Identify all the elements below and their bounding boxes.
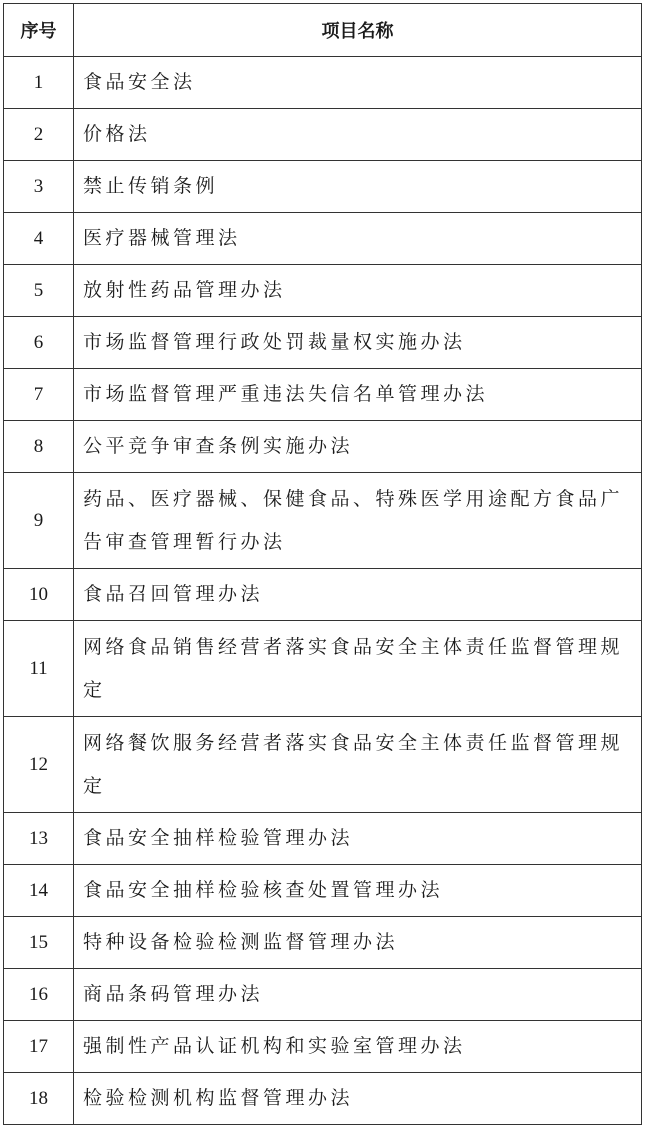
row-project-name: 禁止传销条例 bbox=[74, 161, 642, 213]
table-row bbox=[4, 1073, 642, 1125]
table-row bbox=[4, 917, 642, 969]
header-row bbox=[4, 4, 642, 57]
row-project-name: 食品召回管理办法 bbox=[74, 569, 642, 621]
table-row bbox=[4, 969, 642, 1021]
row-project-name: 食品安全抽样检验核查处置管理办法 bbox=[74, 865, 642, 917]
row-project-name: 网络食品销售经营者落实食品安全主体责任监督管理规定 bbox=[74, 621, 642, 717]
row-number: 1 bbox=[4, 57, 74, 109]
table-row bbox=[4, 473, 642, 569]
row-project-name: 价格法 bbox=[74, 109, 642, 161]
row-number: 16 bbox=[4, 969, 74, 1021]
row-project-name: 市场监督管理严重违法失信名单管理办法 bbox=[74, 369, 642, 421]
row-project-name: 医疗器械管理法 bbox=[74, 213, 642, 265]
row-project-name: 放射性药品管理办法 bbox=[74, 265, 642, 317]
row-project-name: 公平竞争审查条例实施办法 bbox=[74, 421, 642, 473]
table-row bbox=[4, 161, 642, 213]
table-row bbox=[4, 813, 642, 865]
row-project-name: 药品、医疗器械、保健食品、特殊医学用途配方食品广告审查管理暂行办法 bbox=[74, 473, 642, 569]
row-number: 6 bbox=[4, 317, 74, 369]
row-project-name: 商品条码管理办法 bbox=[74, 969, 642, 1021]
table-row bbox=[4, 57, 642, 109]
row-number: 9 bbox=[4, 473, 74, 569]
row-project-name: 检验检测机构监督管理办法 bbox=[74, 1073, 642, 1125]
table-row bbox=[4, 317, 642, 369]
table-row bbox=[4, 369, 642, 421]
table-row bbox=[4, 569, 642, 621]
table-row bbox=[4, 109, 642, 161]
row-project-name: 网络餐饮服务经营者落实食品安全主体责任监督管理规定 bbox=[74, 717, 642, 813]
row-project-name: 食品安全法 bbox=[74, 57, 642, 109]
table-row bbox=[4, 865, 642, 917]
row-project-name: 市场监督管理行政处罚裁量权实施办法 bbox=[74, 317, 642, 369]
row-number: 15 bbox=[4, 917, 74, 969]
regulations-table bbox=[3, 3, 642, 1125]
row-number: 3 bbox=[4, 161, 74, 213]
table-row bbox=[4, 717, 642, 813]
row-number: 2 bbox=[4, 109, 74, 161]
row-project-name: 食品安全抽样检验管理办法 bbox=[74, 813, 642, 865]
row-number: 17 bbox=[4, 1021, 74, 1073]
row-number: 5 bbox=[4, 265, 74, 317]
table-row bbox=[4, 1021, 642, 1073]
header-serial-number: 序号 bbox=[4, 4, 74, 57]
row-number: 7 bbox=[4, 369, 74, 421]
row-number: 4 bbox=[4, 213, 74, 265]
table-row bbox=[4, 621, 642, 717]
row-number: 13 bbox=[4, 813, 74, 865]
table-row bbox=[4, 265, 642, 317]
row-number: 14 bbox=[4, 865, 74, 917]
table-row bbox=[4, 213, 642, 265]
table-row bbox=[4, 421, 642, 473]
row-number: 12 bbox=[4, 717, 74, 813]
row-project-name: 特种设备检验检测监督管理办法 bbox=[74, 917, 642, 969]
row-number: 10 bbox=[4, 569, 74, 621]
header-project-name: 项目名称 bbox=[74, 4, 642, 57]
row-number: 11 bbox=[4, 621, 74, 717]
row-number: 18 bbox=[4, 1073, 74, 1125]
row-project-name: 强制性产品认证机构和实验室管理办法 bbox=[74, 1021, 642, 1073]
row-number: 8 bbox=[4, 421, 74, 473]
